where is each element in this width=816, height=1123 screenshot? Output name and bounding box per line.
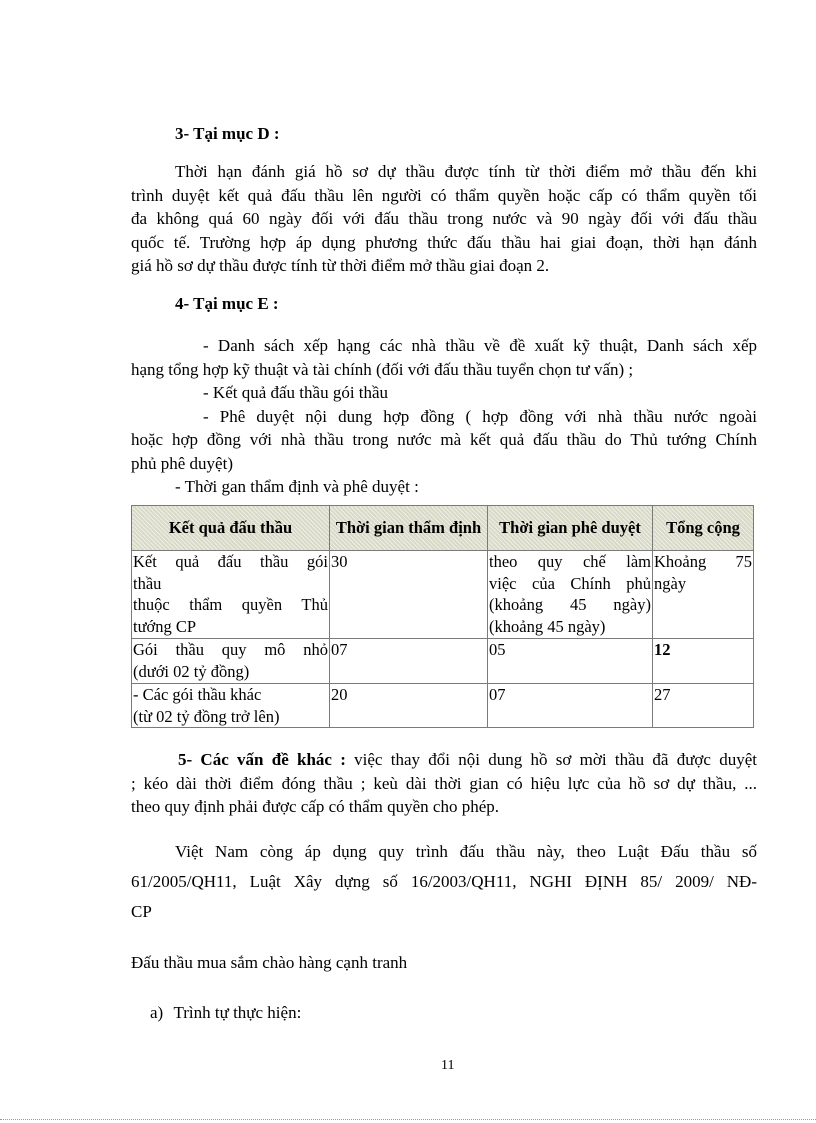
table-cell: 07 (488, 684, 653, 728)
table-cell: 20 (330, 684, 488, 728)
cell-line: (khoảng 45 ngày) (489, 595, 651, 614)
page-number: 11 (441, 1058, 455, 1073)
section-4-list (131, 334, 757, 499)
section-3-heading: 3- Tại mục D : (175, 124, 280, 143)
ordered-list-item (150, 1003, 301, 1023)
table-header-cell: Tổng cộng (653, 506, 754, 551)
paragraph-line: giá hồ sơ dự thầu được tính từ thời điểm mở thầu giai đoạn 2. (131, 256, 550, 275)
list-item-text: Trình tự thực hiện: (173, 1003, 302, 1022)
paragraph-line: quốc tế. Trường hợp áp dụng phương thức đấu thầu hai giai đoạn, thời hạn đánh (131, 232, 757, 252)
table-header-row (132, 506, 754, 551)
paragraph-line: đa không quá 60 ngày đối với đấu thầu trong nước và 90 ngày đối với đấu thầu (131, 209, 757, 228)
table-cell: 12 (653, 639, 754, 684)
table-header-cell: Thời gian phê duyệt (488, 506, 653, 551)
list-item-line: hoặc hợp đồng với nhà thầu trong nước mà kết quả đấu thầu do Thủ tướng Chính (131, 430, 757, 449)
paragraph-line: trình duyệt kết quả đấu thầu lên người có thẩm quyền hoặc cấp có thẩm quyền tối (131, 185, 757, 205)
time-table (131, 505, 754, 728)
cell-line: thầu (133, 573, 162, 593)
cell-line: việc của Chính phủ (489, 573, 651, 593)
table-row (132, 551, 754, 639)
paragraph-line: CP (131, 902, 152, 921)
table-cell: 30 (330, 551, 488, 639)
cell-line: (khoảng 45 ngày) (489, 616, 606, 636)
table-header-cell: Thời gian thẩm định (330, 506, 488, 551)
list-item-line: phủ phê duyệt) (131, 453, 233, 473)
list-item-line: hạng tổng hợp kỹ thuật và tài chính (đối với đấu thầu tuyển chọn tư vấn) ; (131, 359, 634, 379)
cell-line: thuộc thẩm quyền Thủ (133, 595, 328, 614)
paragraph-line: ; kéo dài thời điểm đóng thầu ; keù dài thời gian có hiệu lực của hồ sơ dự thầu, ... (131, 773, 757, 793)
table-cell: 05 (488, 639, 653, 684)
cell-line: Gói thầu quy mô nhỏ (133, 640, 328, 659)
section-5-heading: 5- Các vấn đề khác : (178, 750, 346, 769)
cell-line: tướng CP (133, 616, 197, 636)
paragraph-line (131, 748, 757, 772)
table-cell (132, 551, 330, 639)
table-header-cell: Kết quả đấu thầu (132, 506, 330, 551)
list-item-line: - Danh sách xếp hạng các nhà thầu về đề xuất kỹ thuật, Danh sách xếp (203, 336, 757, 355)
cell-line: Kết quả đấu thầu gói (133, 552, 328, 571)
table-row (132, 684, 754, 728)
section-4-heading: 4- Tại mục E : (175, 294, 279, 313)
table-cell: 27 (653, 684, 754, 728)
cell-line: - Các gói thầu khác (133, 685, 262, 704)
page-bottom-rule (0, 1119, 816, 1120)
paragraph-line: Việt Nam còng áp dụng quy trình đấu thầu này, theo Luật Đấu thầu số (175, 842, 757, 861)
table-row (132, 639, 754, 684)
paragraph-line: 61/2005/QH11, Luật Xây dựng số 16/2003/QH11, NGHI ĐỊNH 85/ 2009/ NĐ- (131, 872, 757, 891)
procurement-subheading: Đấu thầu mua sắm chào hàng cạnh tranh (131, 953, 408, 972)
section-3-paragraph (131, 160, 757, 278)
cell-line: theo quy chế làm (489, 552, 651, 571)
table-cell (132, 684, 330, 728)
paragraph-line: Thời hạn đánh giá hồ sơ dự thầu được tính từ thời điểm mở thầu đến khi (175, 162, 757, 181)
paragraph-line: theo quy định phải được cấp có thẩm quyền cho phép. (131, 797, 500, 816)
cell-line: ngày (654, 573, 687, 593)
cell-line: Khoảng 75 (654, 552, 752, 571)
list-item-line: - Phê duyệt nội dung hợp đồng ( hợp đồng với nhà thầu nước ngoài (203, 406, 757, 426)
list-marker: a) (150, 1003, 164, 1022)
section-5-paragraph (131, 748, 757, 819)
table-cell: 07 (330, 639, 488, 684)
list-item: - Thời gan thẩm định và phê duyệt : (175, 477, 419, 496)
table-cell (653, 551, 754, 639)
cell-line: (từ 02 tỷ đồng trở lên) (133, 706, 280, 726)
table-cell (488, 551, 653, 639)
cell-line: (dưới 02 tỷ đồng) (133, 661, 250, 681)
paragraph-text: việc thay đổi nội dung hồ sơ mời thầu đã được duyệt (345, 750, 757, 769)
list-item: - Kết quả đấu thầu gói thầu (203, 383, 389, 402)
vietnam-law-paragraph (131, 837, 757, 927)
table-cell (132, 639, 330, 684)
